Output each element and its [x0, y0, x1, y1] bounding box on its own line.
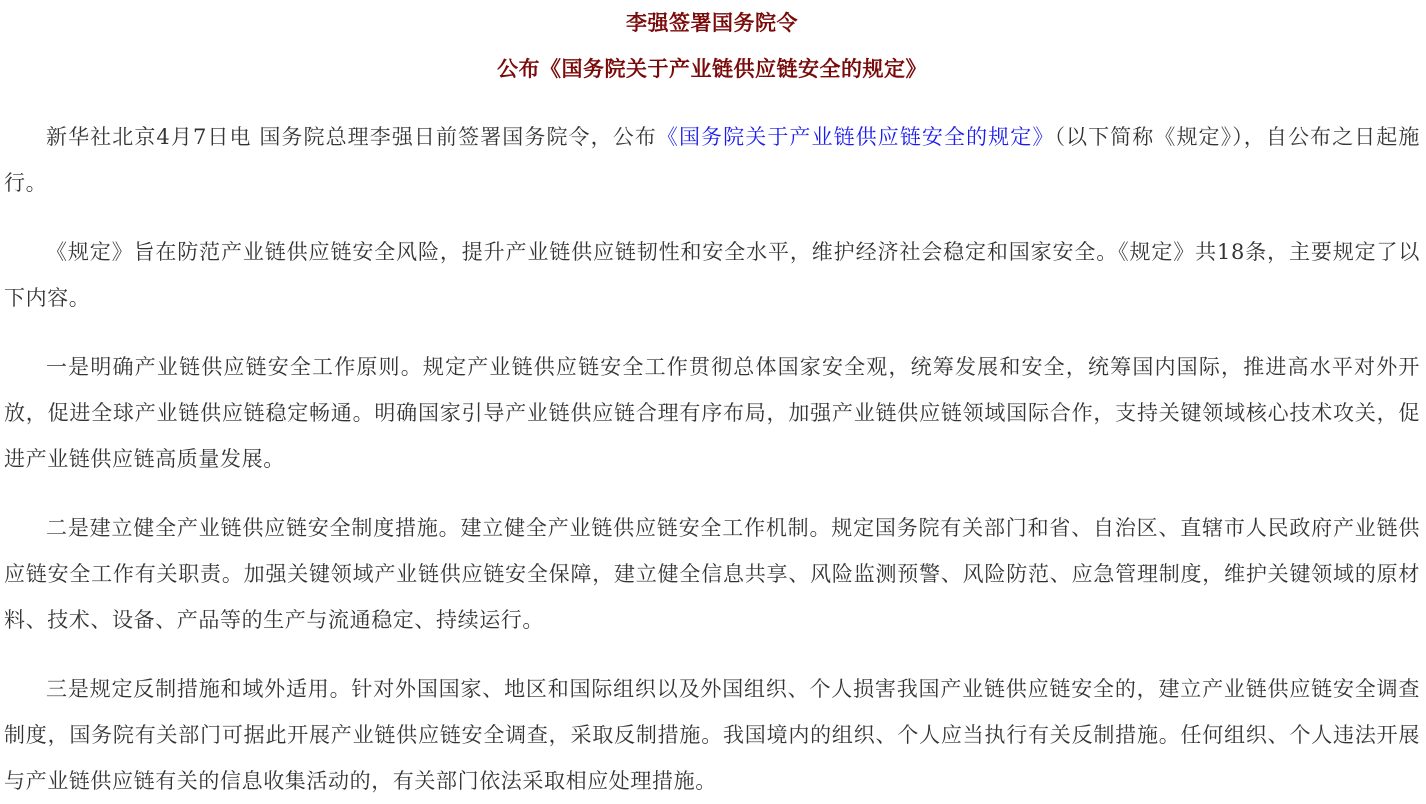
paragraph-gap	[4, 482, 1420, 505]
regulation-link[interactable]: 《国务院关于产业链供应链安全的规定》	[656, 125, 1055, 149]
lead-text-before-link: 新华社北京4月7日电 国务院总理李强日前签署国务院令，公布	[46, 125, 657, 149]
article-title	[4, 0, 1420, 92]
paragraph-overview: 《规定》旨在防范产业链供应链安全风险，提升产业链供应链韧性和安全水平，维护经济社会稳定和国家安全。《规定》共18条，主要规定了以下内容。	[4, 240, 1420, 310]
paragraph-point-two: 二是建立健全产业链供应链安全制度措施。建立健全产业链供应链安全工作机制。规定国务院有关部门和省、自治区、直辖市人民政府产业链供应链安全工作有关职责。加强关键领域产业链供应链安全保障，建立健全信息共享、风险监测预警、风险防范、应急管理制度，维护关键领域的原材料、技术、设备、产品等的生产与流通稳定、持续运行。	[4, 516, 1420, 632]
lead-text-after-link: （以下简称《规定》），自公布之日起施行。	[4, 125, 1420, 195]
paragraph-lead	[4, 114, 1420, 206]
paragraph-gap	[4, 321, 1420, 344]
title-line-1: 李强签署国务院令	[626, 10, 798, 35]
paragraph-point-three: 三是规定反制措施和域外适用。针对外国国家、地区和国际组织以及外国组织、个人损害我国产业链供应链安全的，建立产业链供应链安全调查制度，国务院有关部门可据此开展产业链供应链安全调查，采取反制措施。我国境内的组织、个人应当执行有关反制措施。任何组织、个人违法开展与产业链供应链有关的信息收集活动的，有关部门依法采取相应处理措施。	[4, 677, 1420, 793]
paragraph-gap	[4, 206, 1420, 229]
paragraph-point-one: 一是明确产业链供应链安全工作原则。规定产业链供应链安全工作贯彻总体国家安全观，统筹发展和安全，统筹国内国际，推进高水平对外开放，促进全球产业链供应链稳定畅通。明确国家引导产业链供应链合理有序布局，加强产业链供应链领域国际合作，支持关键领域核心技术攻关，促进产业链供应链高质量发展。	[4, 355, 1420, 471]
paragraph-gap	[4, 643, 1420, 666]
title-line-2: 公布《国务院关于产业链供应链安全的规定》	[497, 56, 927, 81]
